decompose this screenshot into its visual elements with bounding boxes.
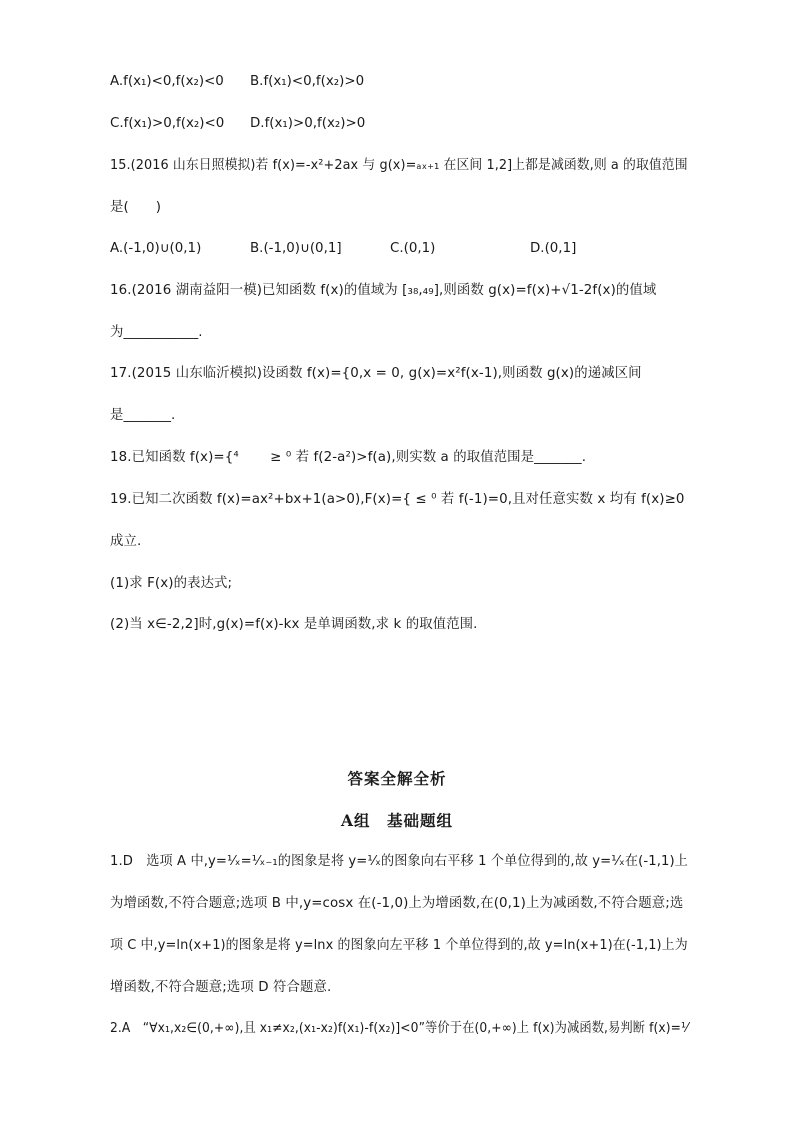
q16-stem-line-2: 为___________. [110,325,203,340]
q15-stem-line-2: 是( ) [110,200,162,215]
q14-option-b: B.f(x₁)<0,f(x₂)>0 [250,74,365,89]
q15-option-c: C.(0,1) [390,241,436,256]
q14-option-d: D.f(x₁)>0,f(x₂)>0 [250,116,366,131]
q14-option-a: A.f(x₁)<0,f(x₂)<0 [110,74,224,89]
answer-1-line-4: 增函数,不符合题意;选项 D 符合题意. [110,980,332,995]
answer-1-line-2: 为增函数,不符合题意;选项 B 中,y=cosx 在(-1,0)上为增函数,在(0,1)上为减函数,不符合题意;选 [110,896,684,911]
answer-1-line-1: 1.D 选项 A 中,y=¹⁄ₓ=¹⁄ₓ₋₁的图象是将 y=¹⁄ₓ的图象向右平移 1 个单位得到的,故 y=¹⁄ₓ在(-1,1)上 [110,854,688,869]
answers-group-title: A组 基础题组 [340,811,454,830]
q19-part-2: (2)当 x∈-2,2]时,g(x)=f(x)-kx 是单调函数,求 k 的取值范围. [110,617,478,632]
q16-stem-line-1: 16.(2016 湖南益阳一模)已知函数 f(x)的值域为 [₃₈,₄₉],则函数 g(x)=f(x)+√1-2f(x)的值域 [110,283,657,298]
q18-stem-line-1: 18.已知函数 f(x)={⁴ ≥ ⁰ 若 f(2-a²)>f(a),则实数 a 的取值范围是_______. [110,450,587,465]
q19-stem-line-2: 成立. [110,534,142,549]
q14-option-c: C.f(x₁)>0,f(x₂)<0 [110,116,225,131]
q15-option-d: D.(0,1] [530,241,577,256]
q15-stem-line-1: 15.(2016 山东日照模拟)若 f(x)=-x²+2ax 与 g(x)=ₐₓ₊₁ 在区间 1,2]上都是减函数,则 a 的取值范围 [110,158,688,173]
q15-option-a: A.(-1,0)∪(0,1) [110,241,202,256]
answer-2-line-1: 2.A “∀x₁,x₂∈(0,+∞),且 x₁≠x₂,(x₁-x₂)f(x₁)-f(x₂)]<0”等价于在(0,+∞)上 f(x)为减函数,易判断 f(x)=¹⁄ [110,1021,689,1036]
q19-stem-line-1: 19.已知二次函数 f(x)=ax²+bx+1(a>0),F(x)={ ≤ ⁰ 若 f(-1)=0,且对任意实数 x 均有 f(x)≥0 [110,492,685,507]
answer-1-line-3: 项 C 中,y=ln(x+1)的图象是将 y=lnx 的图象向左平移 1 个单位得到的,故 y=ln(x+1)在(-1,1)上为 [110,938,688,953]
q19-part-1: (1)求 F(x)的表达式; [110,576,233,591]
q17-stem-line-1: 17.(2015 山东临沂模拟)设函数 f(x)={0,x = 0, g(x)=x²f(x-1),则函数 g(x)的递减区间 [110,366,642,381]
q17-stem-line-2: 是_______. [110,408,176,423]
answers-title: 答案全解全析 [347,769,447,788]
q15-option-b: B.(-1,0)∪(0,1] [250,241,342,256]
